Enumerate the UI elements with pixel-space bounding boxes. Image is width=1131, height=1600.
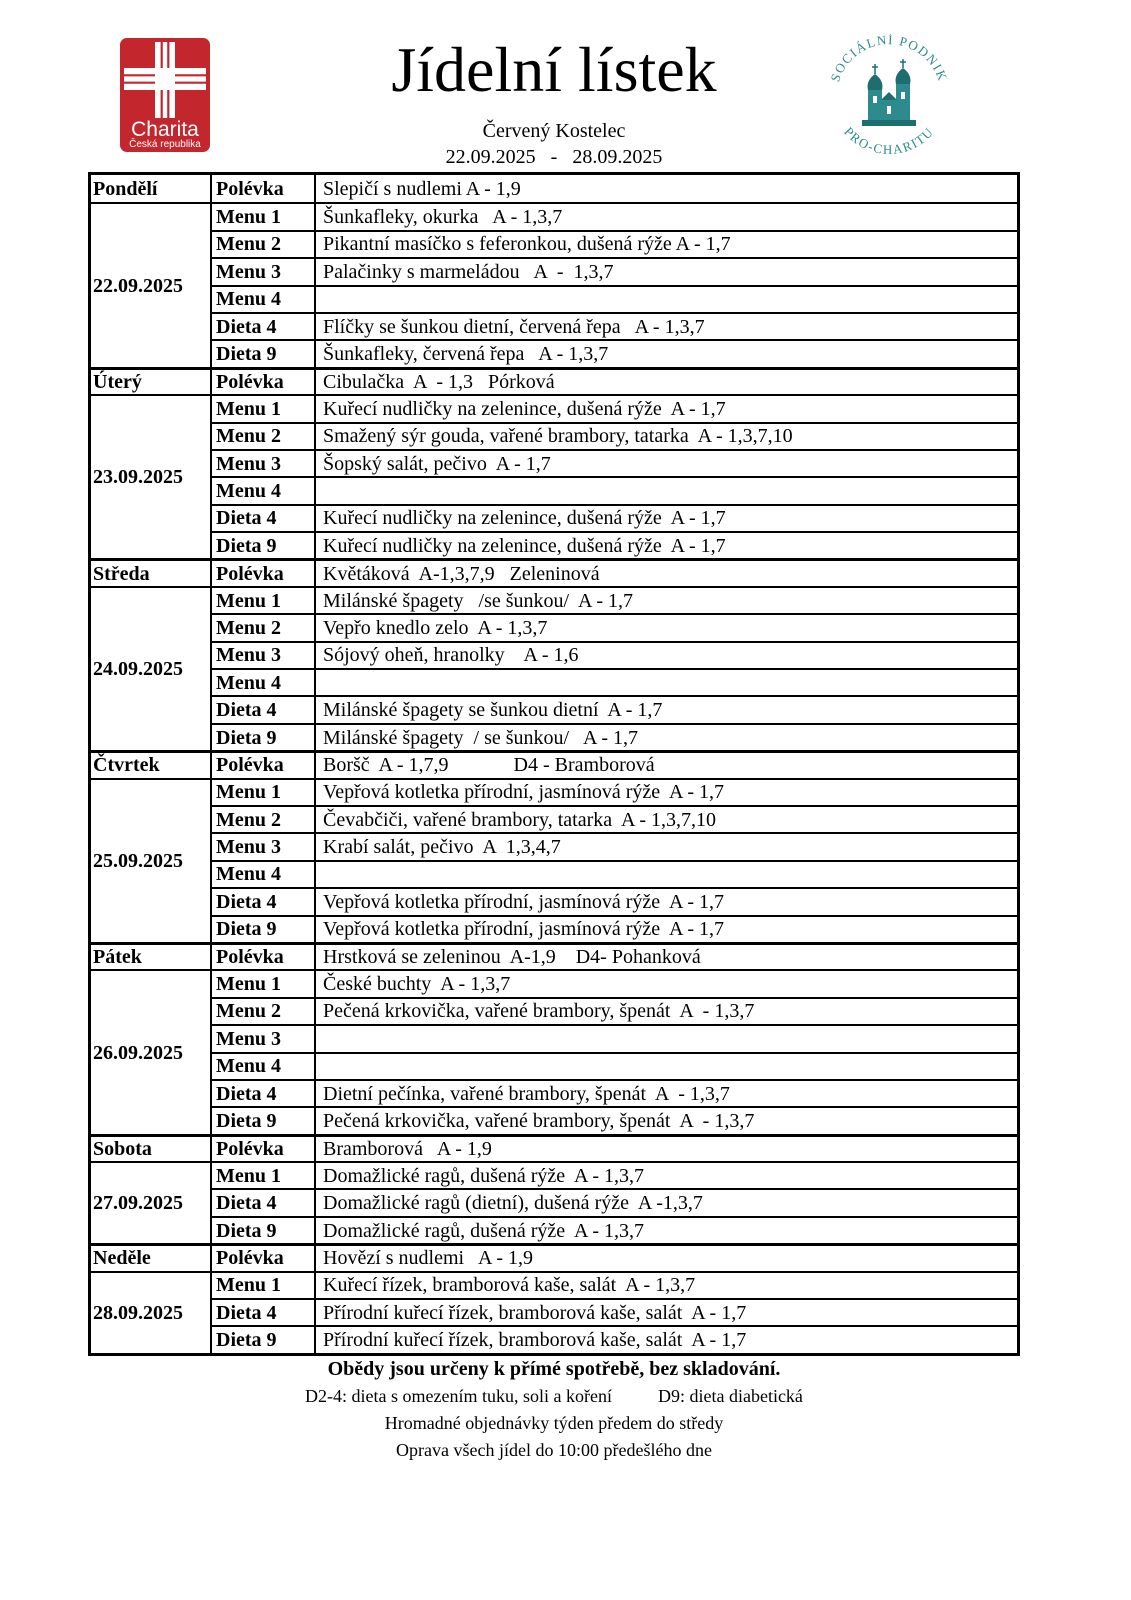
meal-type: Dieta 9 — [212, 1106, 316, 1133]
meal-type: Dieta 4 — [212, 312, 316, 339]
dish-name: Čevabčiči, vařené brambory, tatarka A - 1,3,7,10 — [316, 805, 1017, 832]
charita-logo-name: Charita — [131, 118, 199, 141]
day-name: Čtvrtek — [91, 750, 212, 777]
svg-text:SOCIÁLNÍ PODNIK — [827, 34, 950, 84]
dish-name: Vepřová kotletka přírodní, jasmínová rýže A - 1,7 — [316, 887, 1017, 914]
meal-type: Dieta 9 — [212, 531, 316, 558]
meal-type: Menu 3 — [212, 832, 316, 859]
dish-name: Šunkafleky, okurka A - 1,3,7 — [316, 202, 1017, 229]
meal-type: Menu 3 — [212, 1024, 316, 1051]
dish-name: Pikantní masíčko s feferonkou, dušená rýže A - 1,7 — [316, 230, 1017, 257]
corrections-note: Oprava všech jídel do 10:00 předešlého dne — [396, 1440, 712, 1460]
meal-type: Menu 2 — [212, 613, 316, 640]
day-date: 26.09.2025 — [91, 969, 212, 1133]
day-name: Neděle — [91, 1243, 212, 1270]
dish-name — [316, 860, 1017, 887]
meal-type: Dieta 9 — [212, 339, 316, 366]
meal-type: Polévka — [212, 367, 316, 394]
dish-name: Kuřecí nudličky na zelenince, dušená rýže A - 1,7 — [316, 531, 1017, 558]
diet-legend — [0, 1383, 1108, 1409]
meal-type: Menu 1 — [212, 1271, 316, 1298]
location: Červený Kostelec — [482, 120, 626, 142]
dish-name — [316, 285, 1017, 312]
svg-text:PRO-CHARITU — [841, 124, 936, 157]
dish-name: Kuřecí nudličky na zelenince, dušená rýže A - 1,7 — [316, 504, 1017, 531]
day-date: 22.09.2025 — [91, 202, 212, 366]
dish-name: České buchty A - 1,3,7 — [316, 969, 1017, 996]
dish-name: Domažlické ragů (dietní), dušená rýže A -1,3,7 — [316, 1188, 1017, 1215]
logo-top-text: SOCIÁLNÍ PODNIK — [827, 34, 951, 84]
dish-name: Smažený sýr gouda, vařené brambory, tatarka A - 1,3,7,10 — [316, 422, 1017, 449]
dish-name: Hovězí s nudlemi A - 1,9 — [316, 1243, 1017, 1270]
date-range: 22.09.2025 - 28.09.2025 — [445, 146, 663, 168]
meal-type: Dieta 9 — [212, 1216, 316, 1243]
dish-name: Milánské špagety /se šunkou/ A - 1,7 — [316, 586, 1017, 613]
day-name: Pátek — [91, 942, 212, 969]
dish-name: Šunkafleky, červená řepa A - 1,3,7 — [316, 339, 1017, 366]
meal-type: Dieta 9 — [212, 723, 316, 750]
meal-type: Polévka — [212, 558, 316, 585]
meal-type: Polévka — [212, 1134, 316, 1161]
day-date: 27.09.2025 — [91, 1161, 212, 1243]
dish-name: Přírodní kuřecí řízek, bramborová kaše, salát A - 1,7 — [316, 1298, 1017, 1325]
meal-type: Menu 4 — [212, 668, 316, 695]
dish-name: Pečená krkovička, vařené brambory, špenát A - 1,3,7 — [316, 997, 1017, 1024]
meal-type: Menu 4 — [212, 1052, 316, 1079]
meal-type: Menu 4 — [212, 476, 316, 503]
dish-name — [316, 668, 1017, 695]
meal-type: Menu 1 — [212, 778, 316, 805]
meal-type: Menu 4 — [212, 285, 316, 312]
meal-type: Dieta 4 — [212, 1079, 316, 1106]
meal-type: Polévka — [212, 750, 316, 777]
social-enterprise-logo — [826, 34, 952, 160]
day-date: 25.09.2025 — [91, 778, 212, 942]
dish-name: Slepičí s nudlemi A - 1,9 — [323, 177, 521, 200]
bulk-orders-note: Hromadné objednávky týden předem do středy — [384, 1413, 724, 1433]
legend-d9: D9: dieta diabetická — [657, 1386, 803, 1406]
logo-bottom-text: PRO-CHARITU — [841, 123, 937, 158]
meal-type: Menu 1 — [212, 969, 316, 996]
day-name: Středa — [91, 558, 212, 585]
meal-type: Polévka — [212, 175, 316, 202]
dish-name: Sójový oheň, hranolky A - 1,6 — [316, 641, 1017, 668]
dish-name: Domažlické ragů, dušená rýže A - 1,3,7 — [316, 1216, 1017, 1243]
dish-name — [316, 1052, 1017, 1079]
meal-type: Menu 2 — [212, 422, 316, 449]
meal-type: Menu 2 — [212, 230, 316, 257]
dish-name: Bramborová A - 1,9 — [316, 1134, 1017, 1161]
meal-type: Polévka — [212, 1243, 316, 1270]
dish-name: Palačinky s marmeládou A - 1,3,7 — [316, 257, 1017, 284]
day-date: 28.09.2025 — [91, 1271, 212, 1353]
day-name: Úterý — [91, 367, 212, 394]
meal-type: Dieta 4 — [212, 887, 316, 914]
meal-type: Polévka — [212, 942, 316, 969]
meal-type: Menu 3 — [212, 449, 316, 476]
legend-d2-4: D2-4: dieta s omezením tuku, soli a koření — [305, 1386, 612, 1406]
dish-name: Kuřecí nudličky na zelenince, dušená rýže A - 1,7 — [316, 394, 1017, 421]
meal-type: Menu 3 — [212, 641, 316, 668]
dish-name: Dietní pečínka, vařené brambory, špenát A - 1,3,7 — [316, 1079, 1017, 1106]
meal-type: Dieta 9 — [212, 1325, 316, 1352]
dish-name: Květáková A-1,3,7,9 Zeleninová — [316, 558, 1017, 585]
dish-name: Vepřová kotletka přírodní, jasmínová rýže A - 1,7 — [316, 915, 1017, 942]
church-icon — [862, 59, 916, 126]
storage-notice: Obědy jsou určeny k přímé spotřebě, bez skladování. — [327, 1358, 781, 1380]
dish-name — [316, 1024, 1017, 1051]
dish-name: Milánské špagety / se šunkou/ A - 1,7 — [316, 723, 1017, 750]
dish-name: Hrstková se zeleninou A-1,9 D4- Pohanková — [316, 942, 1017, 969]
meal-type: Dieta 4 — [212, 695, 316, 722]
meal-type: Menu 2 — [212, 805, 316, 832]
dish-name: Flíčky se šunkou dietní, červená řepa A - 1,3,7 — [316, 312, 1017, 339]
meal-type: Menu 1 — [212, 394, 316, 421]
day-date: 23.09.2025 — [91, 394, 212, 558]
meal-type: Dieta 4 — [212, 1298, 316, 1325]
meal-type: Dieta 9 — [212, 915, 316, 942]
day-name: Pondělí — [91, 175, 212, 202]
meal-type: Menu 2 — [212, 997, 316, 1024]
meal-type: Menu 1 — [212, 1161, 316, 1188]
meal-type: Menu 1 — [212, 202, 316, 229]
meal-type: Dieta 4 — [212, 504, 316, 531]
dish-name: Šopský salát, pečivo A - 1,7 — [316, 449, 1017, 476]
meal-type: Menu 4 — [212, 860, 316, 887]
charita-logo-subtitle: Česká republika — [129, 139, 201, 150]
dish-name: Milánské špagety se šunkou dietní A - 1,7 — [316, 695, 1017, 722]
meal-type: Menu 3 — [212, 257, 316, 284]
day-name: Sobota — [91, 1134, 212, 1161]
dish-name — [316, 476, 1017, 503]
page-title: Jídelní lístek — [391, 34, 717, 105]
menu-table — [88, 172, 1020, 1356]
dish-name: Cibulačka A - 1,3 Pórková — [316, 367, 1017, 394]
dish-name: Vepřo knedlo zelo A - 1,3,7 — [316, 613, 1017, 640]
dish-name: Boršč A - 1,7,9 D4 - Bramborová — [316, 750, 1017, 777]
dish-name: Domažlické ragů, dušená rýže A - 1,3,7 — [316, 1161, 1017, 1188]
dish-name: Kuřecí řízek, bramborová kaše, salát A - 1,3,7 — [316, 1271, 1017, 1298]
dish-name: Vepřová kotletka přírodní, jasmínová rýže A - 1,7 — [316, 778, 1017, 805]
dish-name: Přírodní kuřecí řízek, bramborová kaše, salát A - 1,7 — [316, 1325, 1017, 1352]
meal-type: Dieta 4 — [212, 1188, 316, 1215]
day-date: 24.09.2025 — [91, 586, 212, 750]
meal-type: Menu 1 — [212, 586, 316, 613]
dish-name: Pečená krkovička, vařené brambory, špenát A - 1,3,7 — [316, 1106, 1017, 1133]
dish-name: Krabí salát, pečivo A 1,3,4,7 — [316, 832, 1017, 859]
